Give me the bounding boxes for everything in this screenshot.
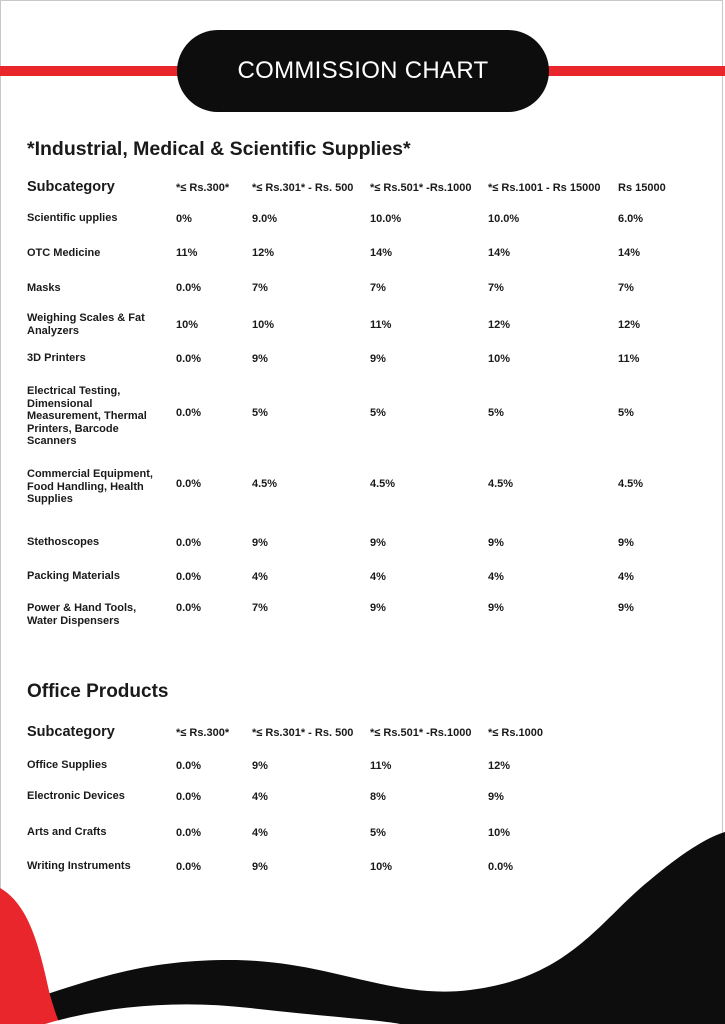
row-label: Scientific upplies — [27, 212, 118, 224]
table-cell: 11% — [370, 319, 392, 331]
table-header-row — [0, 179, 725, 195]
red-wave — [0, 888, 60, 1024]
table-cell: 9% — [370, 537, 386, 549]
row-label: Packing Materials — [27, 570, 120, 582]
column-header: *≤ Rs.300* — [176, 727, 230, 739]
title-banner — [177, 30, 549, 112]
table-cell: 9% — [252, 861, 268, 873]
table-cell: 4% — [252, 571, 268, 583]
table-cell: 5% — [252, 407, 268, 419]
table-cell: 0.0% — [176, 861, 202, 873]
table-cell: 5% — [370, 407, 386, 419]
table-cell: 9% — [252, 760, 268, 772]
table-cell: 9% — [488, 791, 504, 803]
table-cell: 11% — [618, 353, 640, 365]
table-cell: 14% — [488, 247, 511, 259]
table-cell: 14% — [618, 247, 641, 259]
row-label: Masks — [27, 282, 61, 294]
table-cell: 9% — [370, 602, 386, 614]
table-cell: 10.0% — [370, 213, 402, 225]
table-cell: 14% — [370, 247, 393, 259]
table-cell: 8% — [370, 791, 386, 803]
table-cell: 9% — [252, 537, 268, 549]
table-cell: 6.0% — [618, 213, 644, 225]
column-header: *≤ Rs.501* -Rs.1000 — [370, 182, 472, 194]
table-cell: 0.0% — [176, 282, 202, 294]
table-cell: 9% — [618, 602, 634, 614]
table-cell: 4% — [488, 571, 504, 583]
table-header-row — [0, 724, 725, 740]
table-cell: 9% — [370, 353, 386, 365]
column-header: Rs 15000 — [618, 182, 666, 194]
table-cell: 12% — [488, 319, 511, 331]
table-cell: 10% — [176, 319, 199, 331]
table-cell: 7% — [252, 282, 268, 294]
table-cell: 4.5% — [370, 478, 396, 490]
column-header: *≤ Rs.301* - Rs. 500 — [252, 727, 354, 739]
table-row — [0, 602, 725, 627]
table-cell: 10% — [488, 353, 511, 365]
row-label: Arts and Crafts — [27, 826, 107, 838]
table-cell: 10.0% — [488, 213, 520, 225]
table-row — [0, 536, 725, 549]
header-red-line-left — [0, 66, 200, 76]
table-row — [0, 247, 725, 259]
table-cell: 0.0% — [176, 827, 202, 839]
table-cell: 10% — [252, 319, 275, 331]
column-header: *≤ Rs.1001 - Rs 15000 — [488, 182, 601, 194]
table-cell: 5% — [618, 407, 634, 419]
row-label: Writing Instruments — [27, 860, 131, 872]
table-cell: 9% — [252, 353, 268, 365]
row-label: Office Supplies — [27, 759, 108, 771]
table-cell: 0.0% — [488, 861, 514, 873]
column-header-subcategory: Subcategory — [27, 179, 115, 195]
table-cell: 4% — [618, 571, 634, 583]
table-row — [0, 312, 725, 337]
table-cell: 9% — [488, 537, 504, 549]
table-cell: 0% — [176, 213, 192, 225]
table-cell: 0.0% — [176, 353, 202, 365]
table-cell: 4.5% — [488, 478, 514, 490]
table-cell: 0.0% — [176, 537, 202, 549]
table-row — [0, 759, 725, 772]
row-label: Weighing Scales & Fat Analyzers — [27, 312, 145, 337]
table-cell: 4% — [252, 791, 268, 803]
table-cell: 5% — [370, 827, 386, 839]
table-cell: 9.0% — [252, 213, 278, 225]
table-cell: 0.0% — [176, 760, 202, 772]
decorative-waves — [0, 820, 725, 1024]
table-cell: 9% — [618, 537, 634, 549]
table-cell: 7% — [618, 282, 634, 294]
row-label: Stethoscopes — [27, 536, 100, 548]
table-row — [0, 570, 725, 583]
table-row — [0, 468, 725, 505]
table-cell: 0.0% — [176, 407, 202, 419]
table-row — [0, 212, 725, 225]
column-header: *≤ Rs.301* - Rs. 500 — [252, 182, 354, 194]
row-label: Electronic Devices — [27, 790, 125, 802]
table-cell: 11% — [176, 247, 198, 259]
section-title-industrial: *Industrial, Medical & Scientific Supplies* — [27, 138, 411, 160]
table-cell: 5% — [488, 407, 504, 419]
table-cell: 11% — [370, 760, 392, 772]
table-row — [0, 282, 725, 294]
table-row — [0, 790, 725, 803]
table-cell: 0.0% — [176, 791, 202, 803]
table-cell: 7% — [370, 282, 386, 294]
row-label: OTC Medicine — [27, 247, 101, 259]
section-title-office-products: Office Products — [27, 681, 169, 702]
table-row — [0, 385, 725, 447]
table-cell: 0.0% — [176, 602, 202, 614]
page-title: COMMISSION CHART — [237, 57, 489, 84]
table-row — [0, 352, 725, 365]
header-red-line-right — [530, 66, 725, 76]
table-cell: 7% — [488, 282, 504, 294]
table-cell: 4% — [370, 571, 386, 583]
table-cell: 10% — [370, 861, 393, 873]
row-label: Power & Hand Tools, Water Dispensers — [27, 602, 137, 627]
table-cell: 12% — [618, 319, 641, 331]
column-header-subcategory: Subcategory — [27, 724, 115, 740]
column-header: *≤ Rs.300* — [176, 182, 230, 194]
table-cell: 10% — [488, 827, 511, 839]
table-cell: 12% — [488, 760, 511, 772]
column-header: *≤ Rs.501* -Rs.1000 — [370, 727, 472, 739]
row-label: Commercial Equipment, Food Handling, Health Supplies — [27, 468, 153, 505]
row-label: 3D Printers — [27, 352, 86, 364]
table-cell: 4.5% — [618, 478, 644, 490]
black-wave — [0, 832, 725, 1024]
table-cell: 0.0% — [176, 478, 202, 490]
column-header: *≤ Rs.1000 — [488, 727, 543, 739]
table-cell: 9% — [488, 602, 504, 614]
table-cell: 0.0% — [176, 571, 202, 583]
table-cell: 4% — [252, 827, 268, 839]
row-label: Electrical Testing, Dimensional Measurement, Thermal Printers, Barcode Scanners — [27, 385, 147, 447]
table-cell: 7% — [252, 602, 268, 614]
table-cell: 12% — [252, 247, 275, 259]
table-cell: 4.5% — [252, 478, 278, 490]
